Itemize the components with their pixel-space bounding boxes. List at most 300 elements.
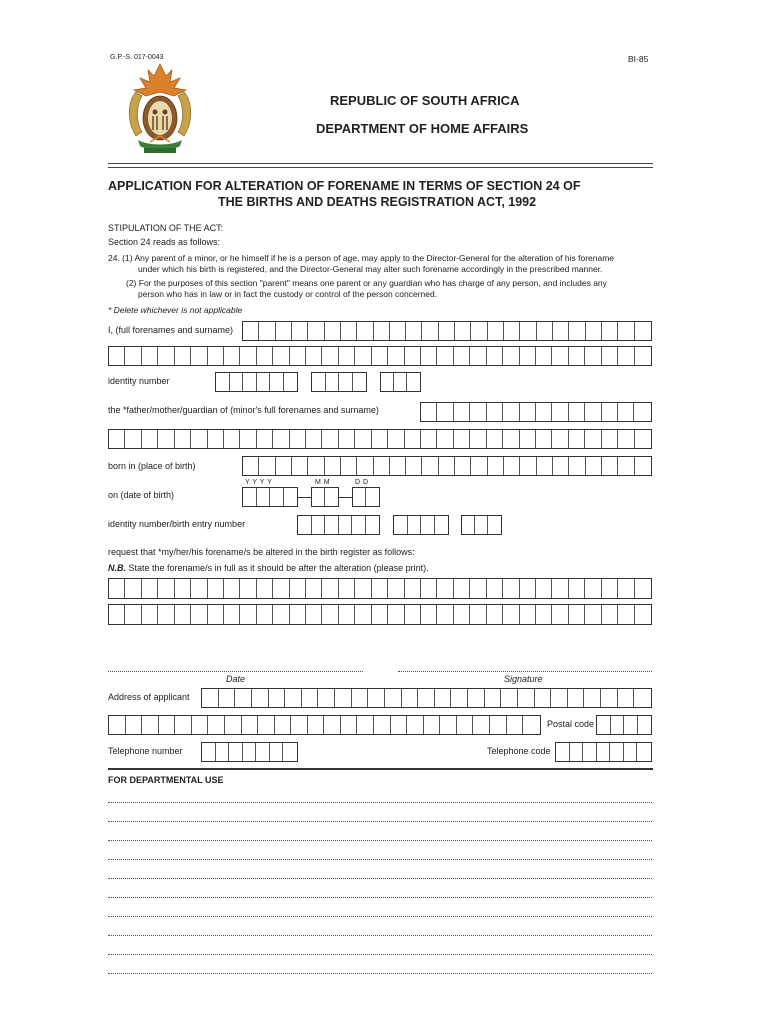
char-box[interactable] — [275, 716, 292, 734]
date-line[interactable] — [108, 671, 363, 672]
char-box[interactable] — [503, 347, 519, 365]
char-box[interactable] — [504, 322, 520, 340]
char-box[interactable] — [240, 347, 256, 365]
departmental-note-line[interactable] — [108, 859, 652, 860]
char-box[interactable] — [125, 347, 141, 365]
char-box[interactable] — [276, 457, 292, 475]
char-box[interactable] — [388, 605, 404, 624]
char-box[interactable] — [422, 322, 438, 340]
char-box[interactable] — [230, 373, 244, 391]
char-box[interactable] — [394, 516, 408, 534]
char-box[interactable] — [503, 579, 519, 598]
char-box[interactable] — [208, 605, 224, 624]
departmental-note-line[interactable] — [108, 840, 652, 841]
char-box[interactable] — [109, 430, 125, 448]
char-box[interactable] — [439, 322, 455, 340]
char-box[interactable] — [372, 579, 388, 598]
char-box[interactable] — [569, 430, 585, 448]
char-box[interactable] — [109, 716, 126, 734]
char-box[interactable] — [394, 373, 407, 391]
char-box[interactable] — [523, 716, 540, 734]
char-box[interactable] — [125, 430, 141, 448]
char-box[interactable] — [602, 605, 618, 624]
char-box[interactable] — [435, 689, 452, 707]
char-box[interactable] — [490, 716, 507, 734]
char-box[interactable] — [421, 430, 437, 448]
char-box[interactable] — [455, 457, 471, 475]
char-box[interactable] — [618, 322, 634, 340]
char-box[interactable] — [175, 579, 191, 598]
char-box[interactable] — [602, 403, 618, 421]
char-box[interactable] — [634, 689, 651, 707]
char-box[interactable] — [366, 488, 379, 506]
char-box[interactable] — [357, 457, 373, 475]
char-box[interactable] — [471, 457, 487, 475]
char-box[interactable] — [455, 322, 471, 340]
char-box[interactable] — [276, 322, 292, 340]
char-box[interactable] — [488, 516, 501, 534]
char-box[interactable] — [618, 347, 634, 365]
char-box[interactable] — [291, 716, 308, 734]
char-box[interactable] — [635, 605, 651, 624]
char-box[interactable] — [256, 743, 270, 761]
char-box[interactable] — [235, 689, 252, 707]
char-box[interactable] — [257, 488, 271, 506]
char-box[interactable] — [635, 322, 651, 340]
char-box[interactable] — [243, 743, 257, 761]
char-box[interactable] — [259, 322, 275, 340]
char-box[interactable] — [470, 347, 486, 365]
id-birth-entry-boxes-b[interactable] — [393, 515, 449, 535]
char-box[interactable] — [488, 457, 504, 475]
char-box[interactable] — [243, 457, 259, 475]
char-box[interactable] — [624, 743, 638, 761]
char-box[interactable] — [158, 605, 174, 624]
char-box[interactable] — [488, 322, 504, 340]
char-box[interactable] — [158, 579, 174, 598]
char-box[interactable] — [454, 579, 470, 598]
char-box[interactable] — [208, 347, 224, 365]
char-box[interactable] — [290, 605, 306, 624]
char-box[interactable] — [325, 516, 339, 534]
char-box[interactable] — [585, 430, 601, 448]
char-box[interactable] — [308, 322, 324, 340]
char-box[interactable] — [635, 347, 651, 365]
char-box[interactable] — [454, 605, 470, 624]
char-box[interactable] — [551, 689, 568, 707]
char-box[interactable] — [158, 347, 174, 365]
char-box[interactable] — [109, 347, 125, 365]
char-box[interactable] — [273, 347, 289, 365]
char-box[interactable] — [390, 457, 406, 475]
char-box[interactable] — [597, 743, 611, 761]
char-box[interactable] — [372, 430, 388, 448]
char-box[interactable] — [285, 689, 302, 707]
char-box[interactable] — [273, 430, 289, 448]
postal-code-boxes[interactable] — [596, 715, 652, 735]
char-box[interactable] — [355, 347, 371, 365]
char-box[interactable] — [175, 716, 192, 734]
char-box[interactable] — [470, 605, 486, 624]
char-box[interactable] — [610, 743, 624, 761]
char-box[interactable] — [306, 579, 322, 598]
char-box[interactable] — [126, 716, 143, 734]
char-box[interactable] — [536, 430, 552, 448]
dob-year-boxes[interactable] — [242, 487, 298, 507]
char-box[interactable] — [457, 716, 474, 734]
char-box[interactable] — [355, 430, 371, 448]
char-box[interactable] — [339, 347, 355, 365]
char-box[interactable] — [520, 403, 536, 421]
char-box[interactable] — [405, 579, 421, 598]
char-box[interactable] — [618, 430, 634, 448]
char-box[interactable] — [618, 605, 634, 624]
char-box[interactable] — [306, 605, 322, 624]
char-box[interactable] — [388, 579, 404, 598]
departmental-note-line[interactable] — [108, 897, 652, 898]
char-box[interactable] — [501, 689, 518, 707]
identity-number-boxes-b[interactable] — [311, 372, 367, 392]
char-box[interactable] — [191, 430, 207, 448]
char-box[interactable] — [109, 579, 125, 598]
char-box[interactable] — [569, 605, 585, 624]
address-boxes-row1[interactable] — [201, 688, 652, 708]
char-box[interactable] — [191, 347, 207, 365]
char-box[interactable] — [406, 457, 422, 475]
char-box[interactable] — [437, 403, 453, 421]
char-box[interactable] — [473, 716, 490, 734]
place-of-birth-boxes[interactable] — [242, 456, 652, 476]
char-box[interactable] — [381, 373, 394, 391]
char-box[interactable] — [243, 373, 257, 391]
char-box[interactable] — [405, 347, 421, 365]
char-box[interactable] — [357, 322, 373, 340]
char-box[interactable] — [191, 579, 207, 598]
char-box[interactable] — [142, 430, 158, 448]
char-box[interactable] — [552, 579, 568, 598]
char-box[interactable] — [125, 605, 141, 624]
minor-name-boxes-row1[interactable] — [420, 402, 652, 422]
char-box[interactable] — [503, 605, 519, 624]
char-box[interactable] — [388, 430, 404, 448]
char-box[interactable] — [635, 430, 651, 448]
char-box[interactable] — [470, 430, 486, 448]
departmental-note-line[interactable] — [108, 821, 652, 822]
char-box[interactable] — [325, 457, 341, 475]
char-box[interactable] — [552, 605, 568, 624]
char-box[interactable] — [520, 579, 536, 598]
char-box[interactable] — [306, 347, 322, 365]
char-box[interactable] — [191, 605, 207, 624]
char-box[interactable] — [208, 716, 225, 734]
char-box[interactable] — [470, 403, 486, 421]
char-box[interactable] — [224, 579, 240, 598]
full-name-boxes-row2[interactable] — [108, 346, 652, 366]
char-box[interactable] — [424, 716, 441, 734]
departmental-note-line[interactable] — [108, 878, 652, 879]
char-box[interactable] — [601, 689, 618, 707]
char-box[interactable] — [339, 605, 355, 624]
char-box[interactable] — [503, 403, 519, 421]
char-box[interactable] — [475, 516, 488, 534]
char-box[interactable] — [258, 716, 275, 734]
char-box[interactable] — [240, 579, 256, 598]
char-box[interactable] — [269, 689, 286, 707]
identity-number-boxes-c[interactable] — [380, 372, 421, 392]
telephone-number-boxes[interactable] — [201, 742, 298, 762]
char-box[interactable] — [585, 605, 601, 624]
char-box[interactable] — [421, 516, 435, 534]
char-box[interactable] — [192, 716, 209, 734]
char-box[interactable] — [537, 457, 553, 475]
char-box[interactable] — [569, 579, 585, 598]
char-box[interactable] — [283, 743, 297, 761]
char-box[interactable] — [568, 689, 585, 707]
char-box[interactable] — [405, 605, 421, 624]
char-box[interactable] — [224, 430, 240, 448]
char-box[interactable] — [597, 716, 611, 734]
char-box[interactable] — [339, 373, 353, 391]
departmental-note-line[interactable] — [108, 973, 652, 974]
char-box[interactable] — [602, 579, 618, 598]
char-box[interactable] — [240, 430, 256, 448]
char-box[interactable] — [306, 430, 322, 448]
char-box[interactable] — [552, 430, 568, 448]
id-birth-entry-boxes-a[interactable] — [297, 515, 380, 535]
char-box[interactable] — [252, 689, 269, 707]
char-box[interactable] — [503, 430, 519, 448]
char-box[interactable] — [219, 689, 236, 707]
char-box[interactable] — [257, 347, 273, 365]
char-box[interactable] — [352, 689, 369, 707]
char-box[interactable] — [302, 689, 319, 707]
char-box[interactable] — [569, 457, 585, 475]
char-box[interactable] — [357, 716, 374, 734]
char-box[interactable] — [487, 430, 503, 448]
char-box[interactable] — [408, 516, 422, 534]
new-forename-boxes-row1[interactable] — [108, 578, 652, 599]
char-box[interactable] — [374, 716, 391, 734]
char-box[interactable] — [440, 716, 457, 734]
char-box[interactable] — [240, 605, 256, 624]
char-box[interactable] — [322, 605, 338, 624]
char-box[interactable] — [225, 716, 242, 734]
char-box[interactable] — [312, 373, 326, 391]
char-box[interactable] — [553, 457, 569, 475]
char-box[interactable] — [284, 488, 298, 506]
signature-line[interactable] — [398, 671, 652, 672]
char-box[interactable] — [537, 322, 553, 340]
char-box[interactable] — [229, 743, 243, 761]
char-box[interactable] — [208, 579, 224, 598]
char-box[interactable] — [468, 689, 485, 707]
char-box[interactable] — [439, 457, 455, 475]
dob-day-boxes[interactable] — [352, 487, 380, 507]
char-box[interactable] — [322, 347, 338, 365]
char-box[interactable] — [326, 373, 340, 391]
char-box[interactable] — [353, 488, 366, 506]
char-box[interactable] — [520, 457, 536, 475]
char-box[interactable] — [308, 716, 325, 734]
char-box[interactable] — [586, 322, 602, 340]
char-box[interactable] — [284, 373, 298, 391]
char-box[interactable] — [243, 322, 259, 340]
char-box[interactable] — [635, 457, 651, 475]
dob-month-boxes[interactable] — [311, 487, 339, 507]
char-box[interactable] — [406, 322, 422, 340]
char-box[interactable] — [242, 716, 259, 734]
char-box[interactable] — [634, 403, 650, 421]
departmental-note-line[interactable] — [108, 954, 652, 955]
char-box[interactable] — [270, 488, 284, 506]
char-box[interactable] — [553, 322, 569, 340]
new-forename-boxes-row2[interactable] — [108, 604, 652, 625]
char-box[interactable] — [366, 516, 380, 534]
char-box[interactable] — [257, 579, 273, 598]
char-box[interactable] — [270, 373, 284, 391]
char-box[interactable] — [216, 743, 230, 761]
char-box[interactable] — [437, 347, 453, 365]
char-box[interactable] — [435, 516, 449, 534]
address-boxes-row2[interactable] — [108, 715, 541, 735]
char-box[interactable] — [618, 689, 635, 707]
char-box[interactable] — [583, 743, 597, 761]
char-box[interactable] — [202, 689, 219, 707]
char-box[interactable] — [585, 347, 601, 365]
char-box[interactable] — [437, 430, 453, 448]
char-box[interactable] — [322, 430, 338, 448]
char-box[interactable] — [270, 743, 284, 761]
char-box[interactable] — [570, 743, 584, 761]
char-box[interactable] — [388, 347, 404, 365]
char-box[interactable] — [552, 403, 568, 421]
char-box[interactable] — [353, 373, 367, 391]
char-box[interactable] — [324, 716, 341, 734]
char-box[interactable] — [390, 322, 406, 340]
char-box[interactable] — [602, 457, 618, 475]
char-box[interactable] — [339, 430, 355, 448]
char-box[interactable] — [372, 605, 388, 624]
char-box[interactable] — [175, 347, 191, 365]
char-box[interactable] — [585, 403, 601, 421]
char-box[interactable] — [322, 579, 338, 598]
char-box[interactable] — [142, 605, 158, 624]
char-box[interactable] — [518, 689, 535, 707]
char-box[interactable] — [159, 716, 176, 734]
char-box[interactable] — [290, 347, 306, 365]
char-box[interactable] — [312, 516, 326, 534]
char-box[interactable] — [202, 743, 216, 761]
char-box[interactable] — [421, 579, 437, 598]
char-box[interactable] — [405, 430, 421, 448]
char-box[interactable] — [487, 347, 503, 365]
char-box[interactable] — [454, 347, 470, 365]
char-box[interactable] — [402, 689, 419, 707]
char-box[interactable] — [487, 403, 503, 421]
char-box[interactable] — [487, 605, 503, 624]
char-box[interactable] — [421, 605, 437, 624]
departmental-note-line[interactable] — [108, 916, 652, 917]
char-box[interactable] — [569, 347, 585, 365]
char-box[interactable] — [454, 403, 470, 421]
char-box[interactable] — [318, 689, 335, 707]
char-box[interactable] — [584, 689, 601, 707]
char-box[interactable] — [520, 605, 536, 624]
char-box[interactable] — [312, 488, 325, 506]
char-box[interactable] — [325, 322, 341, 340]
char-box[interactable] — [586, 457, 602, 475]
char-box[interactable] — [290, 430, 306, 448]
char-box[interactable] — [520, 347, 536, 365]
identity-number-boxes-a[interactable] — [215, 372, 298, 392]
char-box[interactable] — [259, 457, 275, 475]
char-box[interactable] — [520, 430, 536, 448]
char-box[interactable] — [462, 516, 475, 534]
char-box[interactable] — [341, 322, 357, 340]
char-box[interactable] — [504, 457, 520, 475]
char-box[interactable] — [638, 716, 652, 734]
char-box[interactable] — [125, 579, 141, 598]
char-box[interactable] — [142, 579, 158, 598]
char-box[interactable] — [391, 716, 408, 734]
char-box[interactable] — [158, 430, 174, 448]
char-box[interactable] — [335, 689, 352, 707]
char-box[interactable] — [355, 605, 371, 624]
char-box[interactable] — [257, 605, 273, 624]
char-box[interactable] — [341, 716, 358, 734]
char-box[interactable] — [385, 689, 402, 707]
char-box[interactable] — [325, 488, 338, 506]
char-box[interactable] — [175, 605, 191, 624]
char-box[interactable] — [602, 322, 618, 340]
char-box[interactable] — [585, 579, 601, 598]
char-box[interactable] — [637, 743, 651, 761]
char-box[interactable] — [470, 579, 486, 598]
char-box[interactable] — [618, 457, 634, 475]
char-box[interactable] — [273, 579, 289, 598]
char-box[interactable] — [298, 516, 312, 534]
char-box[interactable] — [352, 516, 366, 534]
char-box[interactable] — [611, 716, 625, 734]
char-box[interactable] — [257, 373, 271, 391]
char-box[interactable] — [556, 743, 570, 761]
char-box[interactable] — [454, 430, 470, 448]
char-box[interactable] — [536, 403, 552, 421]
char-box[interactable] — [602, 430, 618, 448]
char-box[interactable] — [421, 347, 437, 365]
char-box[interactable] — [216, 373, 230, 391]
char-box[interactable] — [451, 689, 468, 707]
char-box[interactable] — [339, 516, 353, 534]
char-box[interactable] — [142, 716, 159, 734]
char-box[interactable] — [243, 488, 257, 506]
char-box[interactable] — [341, 457, 357, 475]
telephone-code-boxes[interactable] — [555, 742, 652, 762]
char-box[interactable] — [208, 430, 224, 448]
char-box[interactable] — [257, 430, 273, 448]
id-birth-entry-boxes-c[interactable] — [461, 515, 502, 535]
char-box[interactable] — [355, 579, 371, 598]
char-box[interactable] — [224, 347, 240, 365]
char-box[interactable] — [536, 347, 552, 365]
char-box[interactable] — [292, 322, 308, 340]
char-box[interactable] — [292, 457, 308, 475]
char-box[interactable] — [635, 579, 651, 598]
char-box[interactable] — [175, 430, 191, 448]
char-box[interactable] — [552, 347, 568, 365]
char-box[interactable] — [374, 457, 390, 475]
char-box[interactable] — [368, 689, 385, 707]
